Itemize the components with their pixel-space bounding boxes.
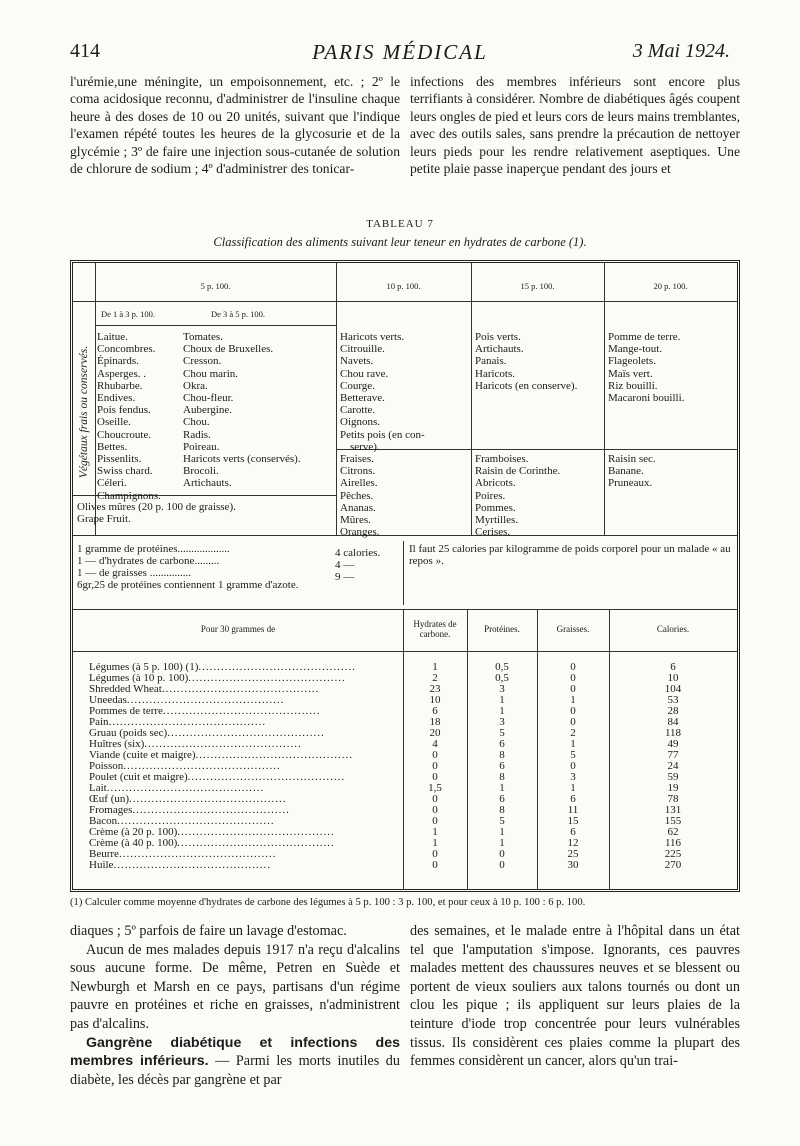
section-heading: Gangrène diabétique et infections des membres inférieurs. bbox=[70, 1034, 400, 1070]
list-item: Poires. bbox=[475, 489, 506, 502]
row-fat: 30 bbox=[567, 859, 579, 871]
list-item: Abricots. bbox=[475, 477, 516, 490]
list-item: Cerises. bbox=[475, 526, 511, 539]
list-item: Concombres. bbox=[97, 343, 156, 356]
list-item: Macaroni bouilli. bbox=[608, 392, 685, 405]
row-fat: 1 bbox=[570, 738, 576, 750]
table-row bbox=[73, 683, 737, 694]
row-calories: 78 bbox=[667, 793, 679, 805]
row-calories: 53 bbox=[667, 694, 679, 706]
list-item: Carotte. bbox=[340, 404, 376, 417]
list-item: Citrouille. bbox=[340, 343, 385, 356]
header-5-pct: 5 p. 100. bbox=[200, 281, 231, 291]
row-protein: 3 bbox=[499, 683, 505, 695]
grid-line bbox=[95, 325, 336, 326]
row-carbs: 0 bbox=[432, 760, 438, 772]
nitrogen-note: 6gr,25 de protéines contiennent 1 gramme d'azote. bbox=[77, 579, 299, 591]
list-item: Okra. bbox=[183, 379, 208, 392]
row-name: Légumes (à 10 p. 100).......................................... bbox=[89, 672, 346, 684]
row-protein: 5 bbox=[499, 815, 505, 827]
row-label: Légumes (à 5 p. 100) (1) bbox=[89, 661, 199, 673]
carbohydrate-table bbox=[70, 260, 740, 892]
list-item: Champignons. bbox=[97, 489, 161, 502]
calorie-value: 4 — bbox=[335, 559, 355, 571]
row-label: Pommes de terre bbox=[89, 705, 163, 717]
row-name: Uneedas.......................................... bbox=[89, 694, 285, 706]
row-label: Légumes (à 10 p. 100) bbox=[89, 672, 189, 684]
row-name: Shredded Wheat.......................................... bbox=[89, 683, 320, 695]
row-carbs: 0 bbox=[432, 859, 438, 871]
row-fat: 0 bbox=[570, 683, 576, 695]
row-fat: 11 bbox=[567, 804, 579, 816]
table-row bbox=[73, 661, 737, 672]
table-caption: Classification des aliments suivant leur teneur en hydrates de carbone (1). bbox=[213, 235, 587, 249]
header-15-pct: 15 p. 100. bbox=[520, 281, 555, 291]
list-item: Petits pois (en con- bbox=[340, 428, 425, 441]
row-name: Œuf (un).......................................... bbox=[89, 793, 287, 805]
list-item: Oranges. bbox=[340, 526, 380, 539]
row-name: Poisson.......................................... bbox=[89, 760, 281, 772]
row-label: Poulet (cuit et maigre) bbox=[89, 771, 188, 783]
list-item: serve). bbox=[350, 440, 380, 453]
row-label: Crème (à 40 p. 100) bbox=[89, 837, 178, 849]
row-calories: 49 bbox=[667, 738, 679, 750]
row-calories: 77 bbox=[667, 749, 679, 761]
list-item: Courge. bbox=[340, 379, 375, 392]
row-fat: 0 bbox=[570, 760, 576, 772]
table-row bbox=[73, 804, 737, 815]
list-item: Olives mûres (20 p. 100 de graisse). bbox=[77, 501, 236, 513]
list-item: Pommes. bbox=[475, 501, 516, 514]
row-fat: 0 bbox=[570, 661, 576, 673]
row-calories: 24 bbox=[667, 760, 679, 772]
grid-line bbox=[403, 541, 404, 605]
list-item: Endives. bbox=[97, 392, 136, 405]
list-item: Riz bouilli. bbox=[608, 379, 658, 392]
list-item: Haricots verts. bbox=[340, 331, 405, 343]
row-name: Gruau (poids sec).......................................... bbox=[89, 727, 325, 739]
row-protein: 5 bbox=[499, 727, 505, 739]
row-label: Beurre bbox=[89, 848, 119, 860]
row-calories: 118 bbox=[664, 727, 682, 739]
list-item: Pissenlits. bbox=[97, 453, 142, 466]
list-item: Framboises. bbox=[475, 453, 529, 465]
comp-header-carbs: Hydrates de carbone. bbox=[413, 619, 457, 639]
row-protein: 0 bbox=[499, 848, 505, 860]
row-calories: 59 bbox=[667, 771, 679, 783]
list-item: Oignons. bbox=[340, 416, 381, 429]
list-item: Pomme de terre. bbox=[608, 331, 681, 343]
list-item: Banane. bbox=[608, 465, 644, 478]
row-fat: 2 bbox=[570, 727, 576, 739]
row-name: Huile.......................................... bbox=[89, 859, 271, 871]
row-carbs: 4 bbox=[432, 738, 438, 750]
row-name: Poulet (cuit et maigre).......................................... bbox=[89, 771, 346, 783]
row-protein: 6 bbox=[499, 760, 505, 772]
row-label: Uneedas bbox=[89, 694, 127, 706]
list-item: Choux de Bruxelles. bbox=[183, 343, 274, 356]
issue-date: 3 Mai 1924. bbox=[632, 40, 730, 62]
row-calories: 155 bbox=[664, 815, 682, 827]
comp-header-protein: Protéines. bbox=[484, 624, 520, 634]
column-20-pct bbox=[608, 331, 684, 404]
fruit-15-pct bbox=[475, 453, 560, 538]
list-item: Poireau. bbox=[183, 440, 220, 453]
daily-calorie-note: Il faut 25 calories par kilogramme de poids corporel pour un malade « au repos ». bbox=[409, 543, 731, 568]
row-name: Viande (cuite et maigre).......................................... bbox=[89, 749, 354, 761]
column-15-pct bbox=[475, 331, 577, 392]
row-carbs: 1 bbox=[432, 661, 438, 673]
table-row bbox=[73, 738, 737, 749]
table-row bbox=[73, 771, 737, 782]
list-item: Artichauts. bbox=[183, 477, 232, 490]
subheader-1-3-pct: De 1 à 3 p. 100. bbox=[101, 309, 156, 319]
row-protein: 8 bbox=[499, 771, 505, 783]
journal-title: PARIS MÉDICAL bbox=[312, 40, 488, 64]
list-item: Pêches. bbox=[340, 489, 374, 502]
row-calories: 28 bbox=[667, 705, 679, 717]
table-row bbox=[73, 793, 737, 804]
row-calories: 19 bbox=[667, 782, 679, 794]
row-fat: 0 bbox=[570, 672, 576, 684]
row-carbs: 0 bbox=[432, 815, 438, 827]
row-label: Gruau (poids sec) bbox=[89, 727, 168, 739]
row-carbs: 1,5 bbox=[428, 782, 442, 794]
comp-header-fat: Graisses. bbox=[556, 624, 590, 634]
row-protein: 0,5 bbox=[495, 672, 509, 684]
row-fat: 5 bbox=[570, 749, 576, 761]
list-item: Rhubarbe. bbox=[97, 379, 143, 392]
grid-line bbox=[336, 263, 337, 535]
row-label: Bacon bbox=[89, 815, 118, 827]
list-item: Pruneaux. bbox=[608, 477, 653, 490]
list-item: Citrons. bbox=[340, 465, 376, 478]
row-label: Œuf (un) bbox=[89, 793, 130, 805]
row-name: Pain.......................................... bbox=[89, 716, 267, 728]
list-item: Artichauts. bbox=[475, 343, 524, 356]
list-item: Épinards. bbox=[97, 355, 139, 368]
row-protein: 1 bbox=[499, 782, 505, 794]
column-10-pct bbox=[340, 331, 425, 453]
comp-header-food: Pour 30 grammes de bbox=[200, 624, 276, 634]
paragraph-text: — Parmi les morts inutiles du diabète, les décès par gangrène et par bbox=[70, 1053, 400, 1088]
row-label: Huîtres (six) bbox=[89, 738, 145, 750]
grid-line bbox=[73, 609, 737, 610]
row-name: Beurre.......................................... bbox=[89, 848, 277, 860]
paragraph: diaques ; 5º parfois de faire un lavage d'estomac. bbox=[70, 923, 347, 939]
list-item: Brocoli. bbox=[183, 465, 219, 478]
row-protein: 0 bbox=[499, 859, 505, 871]
row-protein: 1 bbox=[499, 826, 505, 838]
list-item: Ananas. bbox=[340, 501, 376, 514]
grid-line bbox=[73, 651, 737, 652]
column-3-5-pct bbox=[183, 331, 301, 490]
calorie-line: 1 — d'hydrates de carbone......... bbox=[77, 555, 220, 567]
row-fat: 6 bbox=[570, 793, 576, 805]
list-item: Pois verts. bbox=[475, 331, 521, 343]
list-item: Betterave. bbox=[340, 392, 385, 405]
grid-line bbox=[73, 535, 737, 536]
row-carbs: 0 bbox=[432, 749, 438, 761]
list-item: Laitue. bbox=[97, 331, 128, 343]
paragraph bbox=[70, 1034, 400, 1090]
list-item: Céleri. bbox=[97, 477, 127, 490]
row-carbs: 0 bbox=[432, 793, 438, 805]
row-carbs: 10 bbox=[429, 694, 441, 706]
list-item: Oseille. bbox=[97, 416, 131, 429]
row-label: Pain bbox=[89, 716, 109, 728]
row-fat: 15 bbox=[567, 815, 579, 827]
list-item: Chou-fleur. bbox=[183, 392, 234, 405]
table-row bbox=[73, 859, 737, 870]
row-calories: 270 bbox=[664, 859, 682, 871]
table-row bbox=[73, 760, 737, 771]
header-10-pct: 10 p. 100. bbox=[386, 281, 421, 291]
row-protein: 8 bbox=[499, 804, 505, 816]
row-calories: 6 bbox=[670, 661, 676, 673]
calorie-line: 1 — de graisses ............... bbox=[77, 567, 191, 579]
row-carbs: 23 bbox=[429, 683, 441, 695]
row-carbs: 20 bbox=[429, 727, 441, 739]
row-fat: 0 bbox=[570, 716, 576, 728]
row-calories: 10 bbox=[667, 672, 679, 684]
list-item: Aubergine. bbox=[183, 404, 232, 417]
top-right-paragraph: infections des membres inférieurs sont encore plus terrifiants à considérer. Nombre de diabétiques âgés coupent leurs ongles de pied et leurs cors de leurs mains tremblantes, avec des outils sales, sans prendre la précaution de nettoyer leurs pieds pour les rendre relativement aseptiques. Une petite plaie passe inaperçue pendant des jours et bbox=[410, 74, 740, 177]
bottom-left-column bbox=[70, 922, 400, 1089]
row-label: Crème (à 20 p. 100) bbox=[89, 826, 178, 838]
table-row bbox=[73, 705, 737, 716]
row-label: Viande (cuite et maigre) bbox=[89, 749, 196, 761]
row-carbs: 0 bbox=[432, 771, 438, 783]
calorie-line: 1 gramme de protéines................... bbox=[77, 543, 230, 555]
side-label bbox=[76, 330, 92, 493]
row-name: Lait.......................................... bbox=[89, 782, 265, 794]
list-item: Tomates. bbox=[183, 331, 223, 343]
row-calories: 62 bbox=[667, 826, 679, 838]
list-item: Myrtilles. bbox=[475, 514, 519, 527]
row-protein: 0,5 bbox=[495, 661, 509, 673]
table-row bbox=[73, 848, 737, 859]
row-carbs: 1 bbox=[432, 837, 438, 849]
list-item: Choucroute. bbox=[97, 428, 152, 441]
row-fat: 1 bbox=[570, 694, 576, 706]
list-item: Chou marin. bbox=[183, 367, 238, 380]
table-row bbox=[73, 727, 737, 738]
table-title: TABLEAU 7 bbox=[366, 218, 434, 230]
row-carbs: 0 bbox=[432, 804, 438, 816]
row-fat: 0 bbox=[570, 705, 576, 717]
top-left-paragraph: l'urémie,une méningite, un empoisonnement, etc. ; 2º le coma acidosique reconnu, d'administrer de l'insuline chaque heure à des doses de 10 ou 20 unités, suivant que l'indique l'examen répété toutes les heures de la glycosurie et de la glycémie ; 3º de faire une injection sous-cutanée de solution de chlorure de sodium ; 4º d'administrer des tonicar- bbox=[70, 74, 400, 177]
row-calories: 84 bbox=[667, 716, 679, 728]
row-protein: 8 bbox=[499, 749, 505, 761]
list-item: Mange-tout. bbox=[608, 343, 663, 356]
running-header bbox=[70, 40, 730, 66]
row-protein: 1 bbox=[499, 837, 505, 849]
table-row bbox=[73, 782, 737, 793]
table-row bbox=[73, 749, 737, 760]
list-item: Mûres. bbox=[340, 514, 371, 527]
list-item: Chou rave. bbox=[340, 367, 389, 380]
row-carbs: 18 bbox=[429, 716, 441, 728]
list-item: Grape Fruit. bbox=[77, 513, 131, 526]
row-carbs: 6 bbox=[432, 705, 438, 717]
list-item: Radis. bbox=[183, 428, 211, 441]
list-item: Swiss chard. bbox=[97, 465, 153, 478]
row-label: Lait bbox=[89, 782, 107, 794]
list-item: Bettes. bbox=[97, 440, 128, 453]
subheader-3-5-pct: De 3 à 5 p. 100. bbox=[211, 309, 266, 319]
table-row bbox=[73, 716, 737, 727]
row-name: Pommes de terre.......................................... bbox=[89, 705, 321, 717]
table-row bbox=[73, 694, 737, 705]
list-item: Cresson. bbox=[183, 355, 222, 368]
row-name: Fromages.......................................... bbox=[89, 804, 290, 816]
table-row bbox=[73, 815, 737, 826]
row-name: Huîtres (six).......................................... bbox=[89, 738, 302, 750]
row-carbs: 2 bbox=[432, 672, 438, 684]
list-item: Maïs vert. bbox=[608, 367, 653, 380]
row-fat: 25 bbox=[567, 848, 579, 860]
table-row bbox=[73, 826, 737, 837]
fruit-10-pct bbox=[340, 453, 379, 538]
row-name: Crème (à 40 p. 100).......................................... bbox=[89, 837, 335, 849]
list-item: Chou. bbox=[183, 416, 210, 429]
table-row bbox=[73, 837, 737, 848]
list-item: Haricots. bbox=[475, 367, 516, 380]
list-item: Raisin sec. bbox=[608, 453, 656, 465]
side-label-text: Végétaux frais ou conservés. bbox=[78, 345, 90, 478]
row-protein: 3 bbox=[499, 716, 505, 728]
list-item: Navets. bbox=[340, 355, 374, 368]
row-name: Légumes (à 5 p. 100) (1).......................................... bbox=[89, 661, 356, 673]
list-item: Haricots verts (conservés). bbox=[183, 453, 301, 466]
row-protein: 6 bbox=[499, 738, 505, 750]
table-footnote: (1) Calculer comme moyenne d'hydrates de carbone des légumes à 5 p. 100 : 3 p. 100, et pour ceux à 10 p. 100 : 6 p. 100. bbox=[70, 897, 586, 908]
list-item: Fraises. bbox=[340, 453, 374, 465]
bottom-right-paragraph: des semaines, et le malade entre à l'hôpital dans un état tel que l'amputation s'impose. Ignorants, ces pauvres malades mettent des chaussures neuves et se blessent ou portent de vieux souliers aux talons tournés ou dont un clou les pique ; ils appliquent sur leurs plaies de la teinture d'iode trop concentrée pour leurs vulnérables tissus. Ils considèrent ces plaies comme la plupart des femmes considèrent un cancer, alors qu'un trai- bbox=[410, 923, 740, 1070]
row-name: Bacon.......................................... bbox=[89, 815, 275, 827]
row-name: Crème (à 20 p. 100).......................................... bbox=[89, 826, 335, 838]
row-calories: 104 bbox=[664, 683, 682, 695]
grid-line bbox=[471, 263, 472, 535]
row-label: Poisson bbox=[89, 760, 124, 772]
header-20-pct: 20 p. 100. bbox=[653, 281, 688, 291]
list-item: Haricots (en conserve). bbox=[475, 379, 578, 392]
calorie-value: 4 calories. bbox=[335, 547, 381, 559]
column-5-pct-extra bbox=[77, 501, 236, 525]
fruit-20-pct bbox=[608, 453, 656, 490]
row-protein: 1 bbox=[499, 705, 505, 717]
row-fat: 3 bbox=[570, 771, 576, 783]
grid-line bbox=[604, 263, 605, 535]
row-carbs: 0 bbox=[432, 848, 438, 860]
comp-header-calories: Calories. bbox=[656, 624, 690, 634]
row-carbs: 1 bbox=[432, 826, 438, 838]
list-item: Panais. bbox=[475, 355, 507, 368]
table-row bbox=[73, 672, 737, 683]
row-label: Shredded Wheat bbox=[89, 683, 162, 695]
row-calories: 225 bbox=[664, 848, 682, 860]
grid-line bbox=[73, 301, 737, 302]
column-1-3-pct bbox=[97, 331, 161, 502]
list-item: Raisin de Corinthe. bbox=[475, 465, 561, 478]
row-protein: 1 bbox=[499, 694, 505, 706]
row-protein: 6 bbox=[499, 793, 505, 805]
row-label: Huile bbox=[89, 859, 114, 871]
paragraph: Aucun de mes malades depuis 1917 n'a reçu d'alcalins sous aucune forme. De même, Petren en Suède et Newburgh et Marsh en ce pays, partisans d'un régime pauvre en protéines et riche en graisses, n'administrent pas d'alcalins. bbox=[70, 941, 400, 1032]
list-item: Asperges. . bbox=[97, 367, 146, 380]
row-calories: 116 bbox=[664, 837, 682, 849]
row-label: Fromages bbox=[89, 804, 133, 816]
row-calories: 131 bbox=[664, 804, 682, 816]
list-item: Pois fendus. bbox=[97, 404, 151, 417]
list-item: Airelles. bbox=[340, 477, 378, 490]
page-number: 414 bbox=[70, 40, 100, 62]
list-item: Flageolets. bbox=[608, 355, 656, 368]
calorie-value: 9 — bbox=[335, 571, 355, 583]
row-fat: 6 bbox=[570, 826, 576, 838]
row-fat: 1 bbox=[570, 782, 576, 794]
row-fat: 12 bbox=[567, 837, 579, 849]
